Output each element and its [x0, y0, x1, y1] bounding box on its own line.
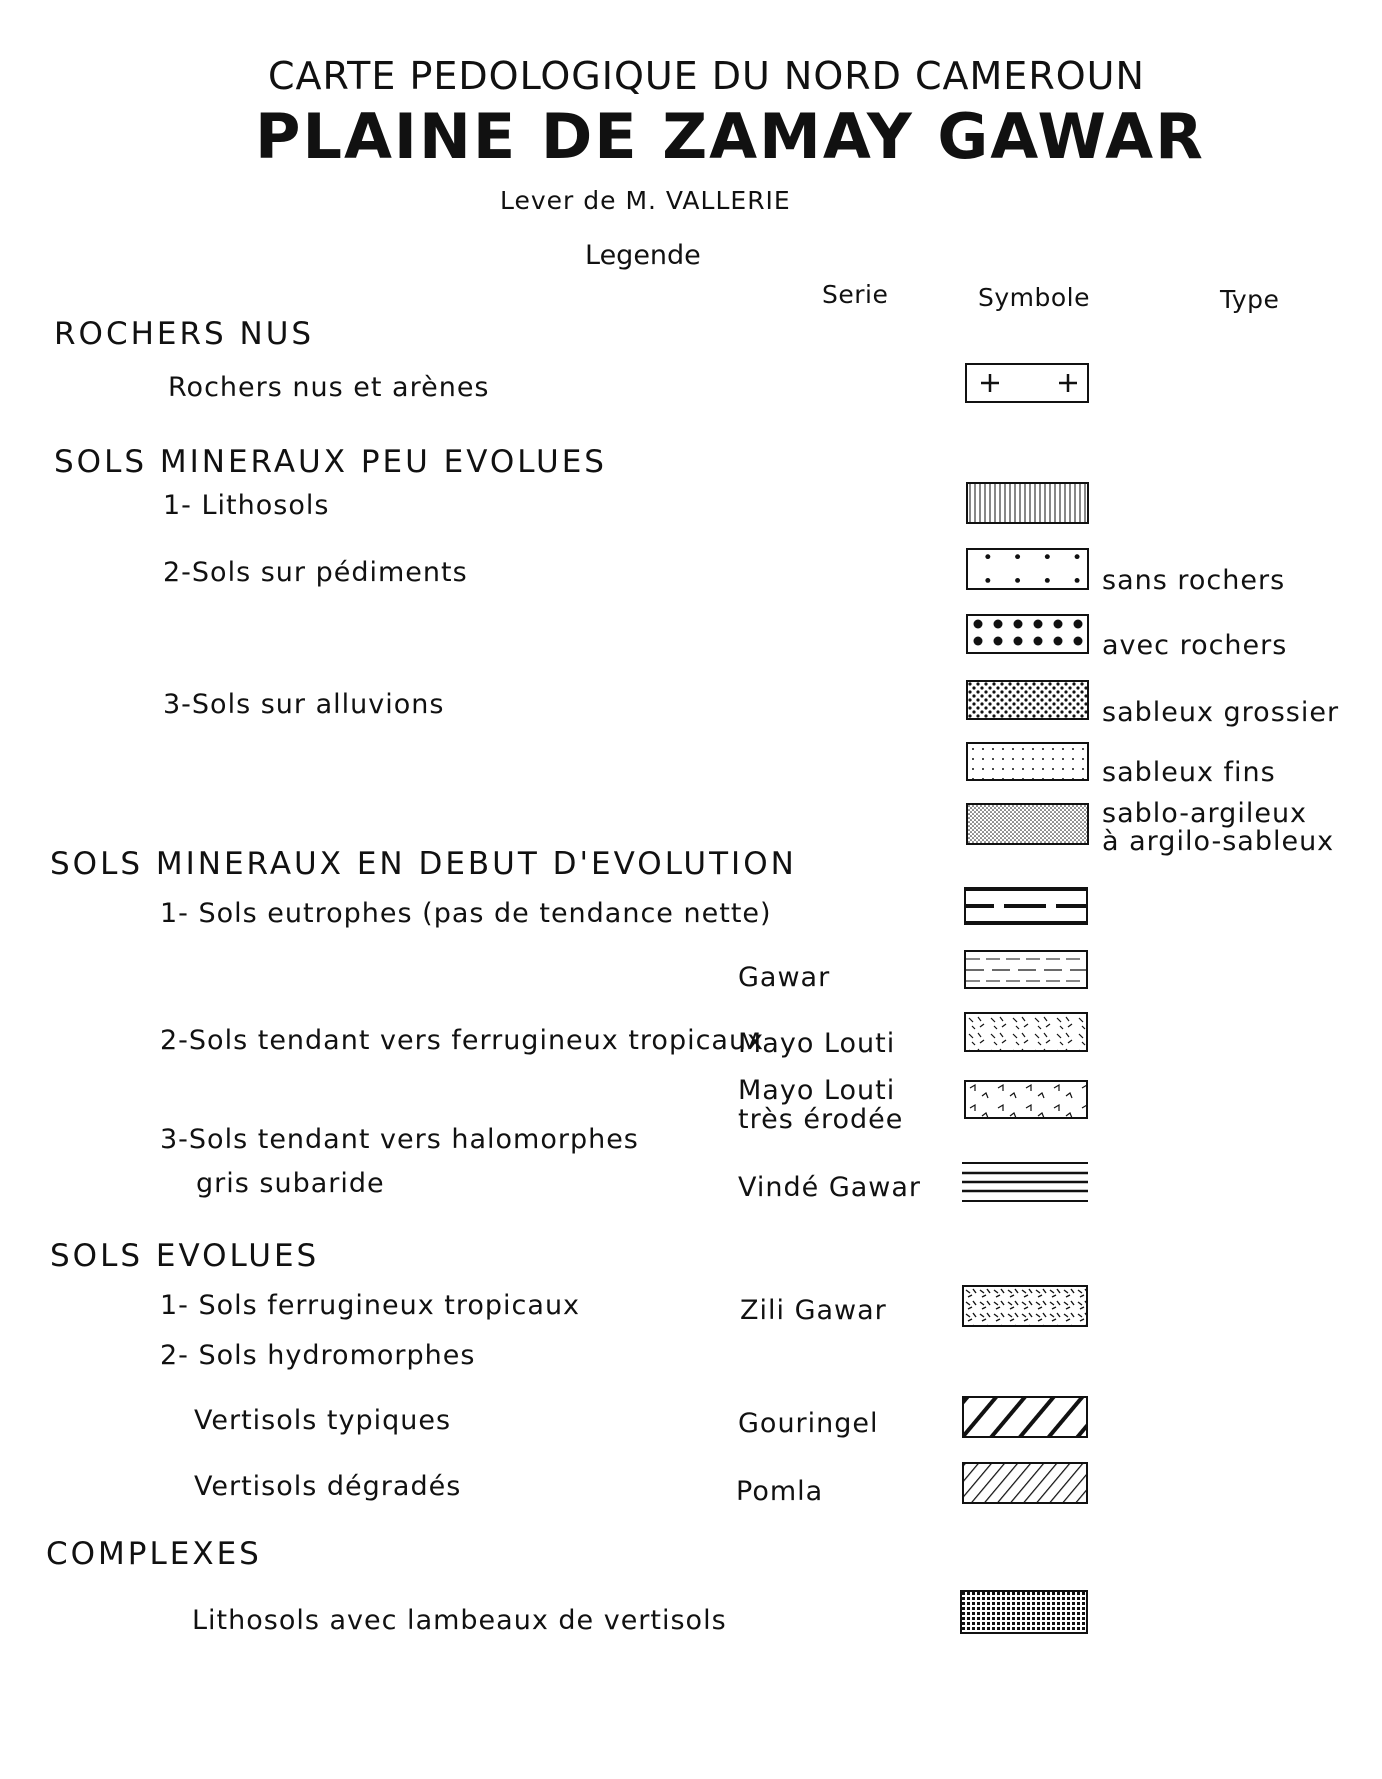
- symbol-mayo-louti: [964, 1012, 1088, 1052]
- serie-vinde-gawar: Vindé Gawar: [738, 1172, 922, 1203]
- map-title: PLAINE DE ZAMAY GAWAR: [255, 100, 1205, 173]
- symbol-avec-rochers: [966, 614, 1089, 654]
- column-serie: Serie: [822, 280, 889, 309]
- serie-mayo-louti-erodee: Mayo Louti: [738, 1075, 896, 1106]
- symbol-gawar: [964, 950, 1088, 989]
- section-complexes: COMPLEXES: [46, 1536, 262, 1572]
- symbol-sableux-grossier: [966, 680, 1089, 720]
- item-rochers-arenes: Rochers nus et arènes: [168, 372, 490, 403]
- symbol-lithosols-vertisols: [960, 1590, 1088, 1634]
- type-sablo-argileux: sablo-argileux: [1102, 798, 1308, 829]
- type-argilo-sableux: à argilo-sableux: [1102, 826, 1335, 857]
- serie-gouringel: Gouringel: [738, 1408, 879, 1439]
- item-vertisols-degrades: Vertisols dégradés: [194, 1471, 462, 1502]
- symbol-vinde-gawar: [962, 1162, 1088, 1202]
- section-sols-evolues: SOLS EVOLUES: [50, 1238, 320, 1274]
- symbol-sablo-argileux: [966, 803, 1089, 845]
- type-sans-rochers: sans rochers: [1102, 565, 1286, 596]
- item-sols-ferrugineux-tropicaux: 1- Sols ferrugineux tropicaux: [160, 1290, 581, 1321]
- item-sols-pediments: 2-Sols sur pédiments: [163, 557, 468, 588]
- serie-pomla: Pomla: [736, 1476, 824, 1507]
- serie-mayo-louti: Mayo Louti: [738, 1028, 896, 1059]
- item-sols-eutrophes: 1- Sols eutrophes (pas de tendance nette): [160, 898, 772, 929]
- item-lithosols-lambeaux: Lithosols avec lambeaux de vertisols: [192, 1605, 727, 1636]
- section-peu-evolues: SOLS MINERAUX PEU EVOLUES: [54, 444, 607, 480]
- column-symbole: Symbole: [978, 283, 1091, 312]
- symbol-zili-gawar: [962, 1285, 1088, 1327]
- type-avec-rochers: avec rochers: [1102, 630, 1288, 661]
- item-sols-ferrugineux-tendant: 2-Sols tendant vers ferrugineux tropicaux: [160, 1025, 765, 1056]
- column-type: Type: [1220, 285, 1280, 314]
- item-sols-hydromorphes: 2- Sols hydromorphes: [160, 1340, 476, 1371]
- symbol-gouringel: [962, 1396, 1088, 1438]
- symbol-eutrophes: [964, 886, 1088, 926]
- serie-gawar: Gawar: [738, 962, 831, 993]
- item-sols-alluvions: 3-Sols sur alluvions: [163, 689, 445, 720]
- map-subtitle: CARTE PEDOLOGIQUE DU NORD CAMEROUN: [268, 54, 1145, 98]
- symbol-mayo-louti-erodee: [964, 1080, 1088, 1119]
- legend-label: Legende: [585, 240, 701, 271]
- symbol-sans-rochers: [966, 548, 1089, 590]
- symbol-sableux-fins: [966, 742, 1089, 781]
- item-gris-subaride: gris subaride: [196, 1168, 385, 1199]
- type-sableux-grossier: sableux grossier: [1102, 697, 1340, 728]
- type-sableux-fins: sableux fins: [1102, 757, 1276, 788]
- symbol-rochers-nus: [965, 363, 1089, 403]
- credit-line: Lever de M. VALLERIE: [500, 186, 791, 215]
- symbol-pomla: [962, 1462, 1088, 1504]
- serie-zili-gawar: Zili Gawar: [740, 1295, 887, 1326]
- item-vertisols-typiques: Vertisols typiques: [194, 1405, 452, 1436]
- symbol-lithosols: [966, 482, 1089, 524]
- item-sols-halomorphes: 3-Sols tendant vers halomorphes: [160, 1124, 639, 1155]
- item-lithosols: 1- Lithosols: [163, 490, 330, 521]
- section-debut-evolution: SOLS MINERAUX EN DEBUT D'EVOLUTION: [50, 846, 797, 882]
- section-rochers-nus: ROCHERS NUS: [54, 316, 315, 352]
- serie-tres-erodee: très érodée: [738, 1104, 904, 1135]
